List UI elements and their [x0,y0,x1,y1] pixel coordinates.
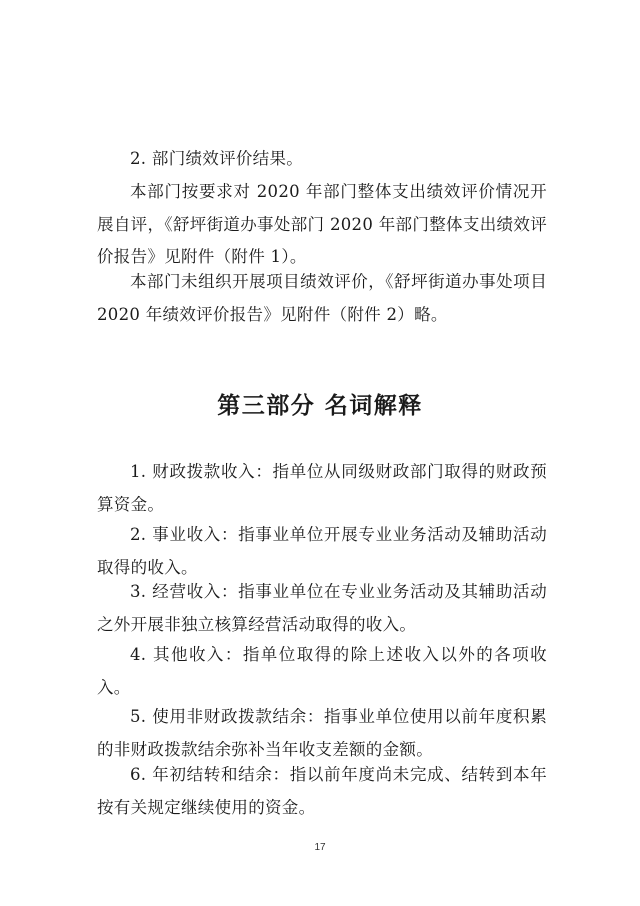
definition-item: 6. 年初结转和结余：指以前年度尚未完成、结转到本年按有关规定继续使用的资金。 [97,765,547,817]
section-title-performance-results: 2. 部门绩效评价结果。 [130,149,304,168]
part-three-heading: 第三部分 名词解释 [217,393,423,419]
definition-item: 3. 经营收入：指事业单位在专业业务活动及其辅助活动之外开展非独立核算经营活动取得的收入。 [97,582,547,634]
paragraph-self-evaluation: 本部门按要求对 2020 年部门整体支出绩效评价情况开展自评，《舒坪街道办事处部门 2020 年部门整体支出绩效评价报告》见附件（附件 1）。 [97,182,547,266]
paragraph-project-evaluation: 本部门未组织开展项目绩效评价，《舒坪街道办事处项目 2020 年绩效评价报告》见附件（附件 2）略。 [97,272,547,324]
page-number: 17 [314,842,326,853]
definition-item: 2. 事业收入：指事业单位开展专业业务活动及辅助活动取得的收入。 [97,525,547,577]
definition-item: 1. 财政拨款收入：指单位从同级财政部门取得的财政预算资金。 [97,462,547,514]
definition-item: 4. 其他收入：指单位取得的除上述收入以外的各项收入。 [97,645,547,697]
definition-item: 5. 使用非财政拨款结余：指事业单位使用以前年度积累的非财政拨款结余弥补当年收支差额的金额。 [97,707,547,759]
